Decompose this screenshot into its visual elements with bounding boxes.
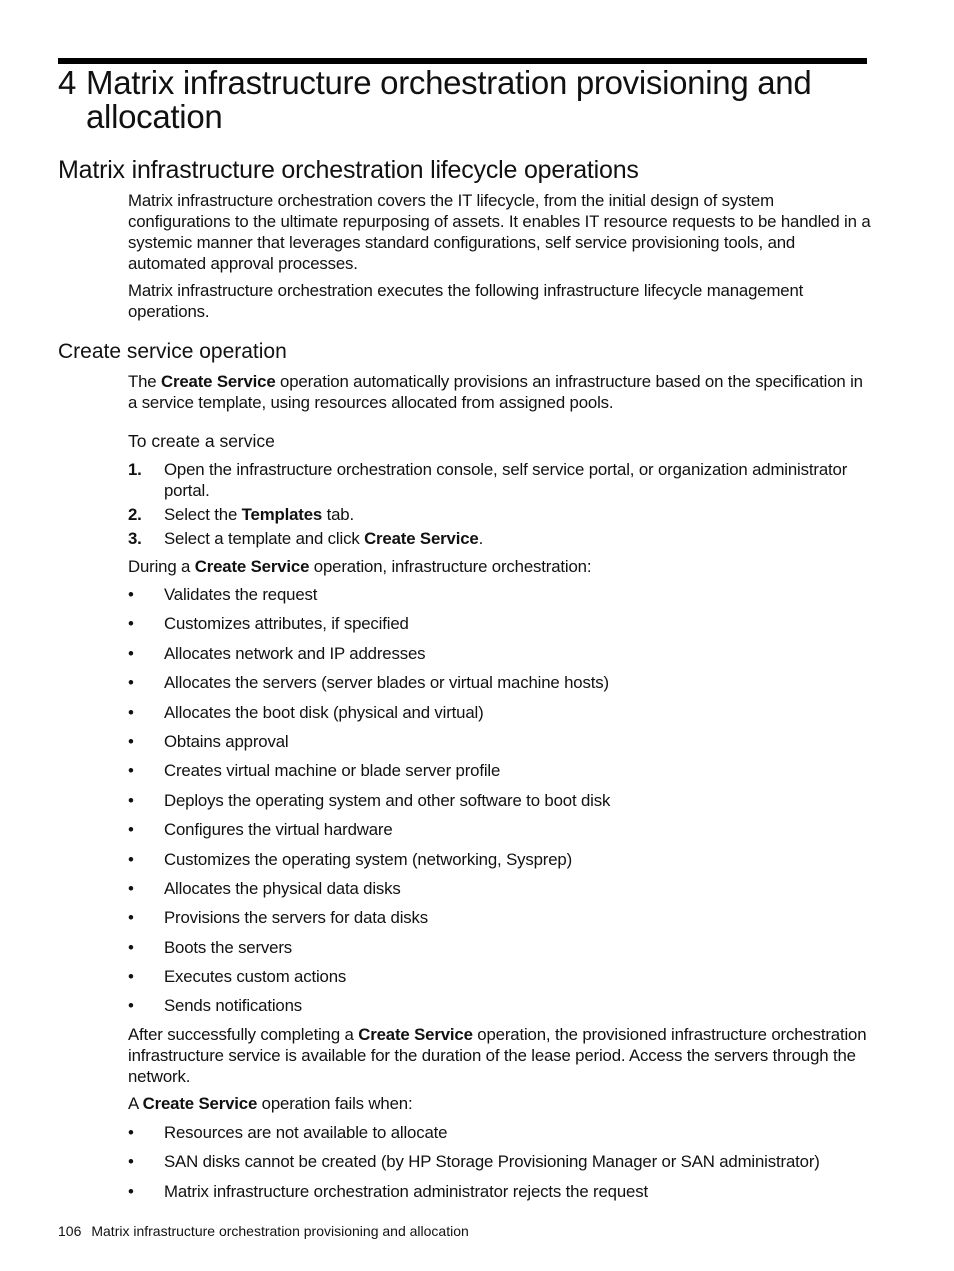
- procedure-step: 2. Select the Templates tab.: [128, 505, 354, 524]
- list-item: • Matrix infrastructure orchestration administrator rejects the request: [128, 1181, 873, 1202]
- procedure-step: 3. Select a template and click Create Service.: [128, 529, 484, 548]
- list-item: • Allocates the servers (server blades or virtual machine hosts): [128, 672, 873, 693]
- list-item: • Provisions the servers for data disks: [128, 907, 873, 928]
- list-item: • Customizes the operating system (networking, Sysprep): [128, 849, 873, 870]
- section-title: Matrix infrastructure orchestration lifecycle operations: [58, 156, 639, 184]
- list-item: • Executes custom actions: [128, 966, 873, 987]
- during-intro: During a Create Service operation, infrastructure orchestration:: [128, 557, 592, 576]
- chapter-title-text: Matrix infrastructure orchestration provisioning and allocation: [86, 64, 812, 135]
- chapter-title: [58, 66, 867, 134]
- list-item: • Obtains approval: [128, 731, 873, 752]
- list-item: • Boots the servers: [128, 937, 873, 958]
- create-service-term: Create Service: [160, 372, 276, 391]
- list-item: • Customizes attributes, if specified: [128, 613, 873, 634]
- fails-intro: A Create Service operation fails when:: [128, 1094, 413, 1113]
- procedure-step: 1. Open the infrastructure orchestration console, self service portal, or organization administrator portal.: [128, 460, 848, 500]
- create-service-intro: The Create Service operation automatically provisions an infrastructure based on the specification in a service template, using resources allocated from assigned pools.: [128, 372, 863, 412]
- list-item: • Validates the request: [128, 584, 873, 605]
- page-number: 106: [58, 1223, 82, 1239]
- list-item: • Sends notifications: [128, 995, 873, 1016]
- list-item: • Allocates network and IP addresses: [128, 643, 873, 664]
- after-paragraph: After successfully completing a Create Service operation, the provisioned infrastructure orchestration infrastructure service is available for the duration of the lease period. Access the servers through the network.: [128, 1025, 867, 1086]
- list-item: • Deploys the operating system and other software to boot disk: [128, 790, 873, 811]
- procedure-steps: [128, 459, 873, 552]
- running-title: Matrix infrastructure orchestration provisioning and allocation: [91, 1223, 469, 1239]
- fails-list: [128, 1122, 873, 1210]
- during-list: [128, 584, 873, 1025]
- procedure-title: To create a service: [128, 431, 275, 451]
- subsection-title: Create service operation: [58, 340, 287, 363]
- list-item: • SAN disks cannot be created (by HP Storage Provisioning Manager or SAN administrator): [128, 1151, 873, 1172]
- list-item: • Allocates the boot disk (physical and virtual): [128, 702, 873, 723]
- list-item: • Creates virtual machine or blade server profile: [128, 760, 873, 781]
- list-item: • Allocates the physical data disks: [128, 878, 873, 899]
- chapter-number: 4: [58, 64, 77, 101]
- section-paragraph-2: Matrix infrastructure orchestration executes the following infrastructure lifecycle management operations.: [128, 281, 804, 321]
- list-item: • Resources are not available to allocate: [128, 1122, 873, 1143]
- list-item: • Configures the virtual hardware: [128, 819, 873, 840]
- section-paragraph-1: Matrix infrastructure orchestration covers the IT lifecycle, from the initial design of system configurations to the ultimate repurposing of assets. It enables IT resource requests to be handled in a systemic manner that leverages standard configurations, self service provisioning tools, and automated approval processes.: [128, 191, 871, 273]
- page-footer: [58, 1222, 469, 1240]
